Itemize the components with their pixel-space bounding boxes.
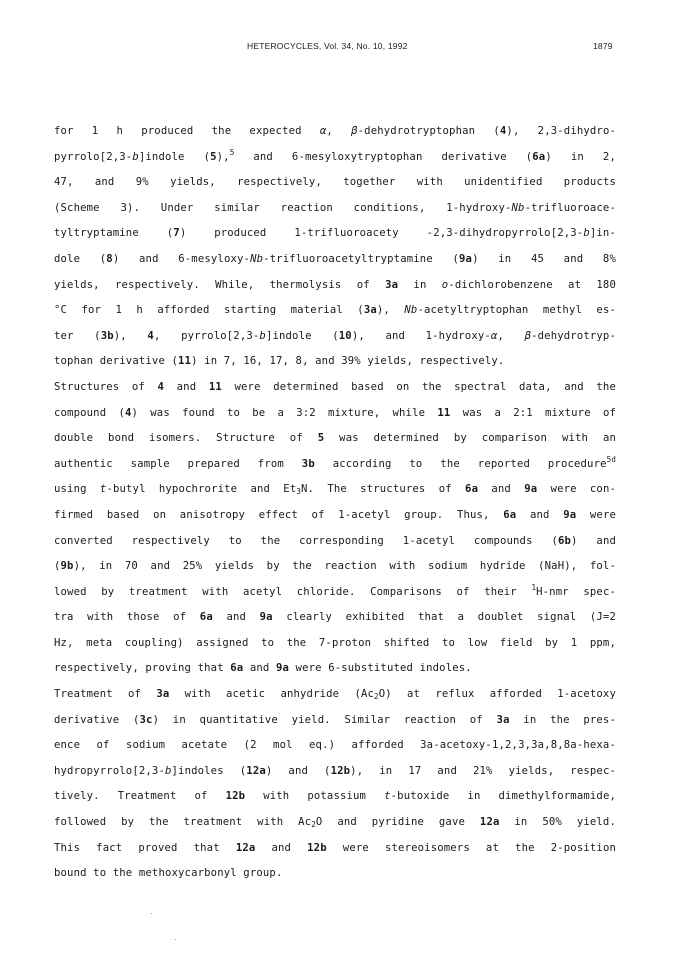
text-line: authentic sample prepared from 3b according to the reported procedure$^{5d}$: [54, 454, 616, 470]
text-line: converted respectively to the corresponding 1-acetyl compounds (6b) and: [54, 534, 616, 547]
text-line: tyltryptamine (7) produced 1-trifluoroacety -2,3-dihydropyrrolo[2,3-b]in-: [54, 227, 616, 240]
text-line: tively. Treatment of 12b with potassium t-butoxide in dimethylformamide,: [54, 790, 616, 803]
page-number: 1879: [593, 41, 613, 51]
article-body: [54, 119, 616, 887]
text-line: tra with those of 6a and 9a clearly exhibited that a doublet signal (J=2: [54, 611, 616, 624]
text-line: for 1 h produced the expected α, β-dehydrotryptophan (4), 2,3-dihydro-: [54, 125, 617, 137]
text-line: °C for 1 h afforded starting material (3a), Nb-acetyltryptophan methyl es-: [54, 304, 616, 317]
text-line: dole (8) and 6-mesyloxy-Nb-trifluoroacetyltryptamine (9a) in 45 and 8%: [54, 252, 616, 265]
scan-speck: [175, 939, 176, 940]
text-line: 47, and 9% yields, respectively, together with unidentified products: [54, 176, 616, 189]
text-line: pyrrolo[2,3-b]indole (5),$^5$ and 6-mesyloxytryptophan derivative (6a) in 2,: [54, 147, 616, 163]
text-line: using t-butyl hypochrorite and $Et_3N$. The structures of 6a and 9a were con-: [54, 483, 617, 497]
text-line: respectively, proving that 6a and 9a were 6-substituted indoles.: [54, 662, 472, 675]
text-line: ence of sodium acetate (2 mol eq.) afforded 3a-acetoxy-1,2,3,3a,8,8a-hexa-: [54, 739, 616, 752]
text-line: yields, respectively. While, thermolysis of 3a in o-dichlorobenzene at 180: [54, 278, 616, 291]
running-header: [0, 41, 688, 55]
text-line: hydropyrrolo[2,3-b]indoles (12a) and (12b), in 17 and 21% yields, respec-: [54, 764, 617, 777]
text-line: lowed by treatment with acetyl chloride. Comparisons of their $^1$H-nmr spec-: [54, 582, 616, 598]
text-line: Hz, meta coupling) assigned to the 7-proton shifted to low field by 1 ppm,: [54, 636, 616, 649]
text-line: Structures of 4 and 11 were determined based on the spectral data, and the: [54, 380, 616, 393]
text-line: firmed based on anisotropy effect of 1-acetyl group. Thus, 6a and 9a were: [54, 508, 617, 521]
text-line: (Scheme 3). Under similar reaction conditions, 1-hydroxy-Nb-trifluoroace-: [54, 201, 616, 214]
text-line: Treatment of 3a with acetic anhydride $(Ac_2O)$ at reflux afforded 1-acetoxy: [54, 688, 616, 702]
journal-citation: HETEROCYCLES, Vol. 34, No. 10, 1992: [247, 41, 408, 51]
text-line: tophan derivative (11) in 7, 16, 17, 8, and 39% yields, respectively.: [54, 355, 505, 368]
text-line: double bond isomers. Structure of 5 was determined by comparison with an: [54, 432, 616, 445]
text-line: compound (4) was found to be a 3:2 mixture, while 11 was a 2:1 mixture of: [54, 406, 617, 419]
text-line: ter (3b), 4, pyrrolo[2,3-b]indole (10), and 1-hydroxy-α, β-dehydrotryp-: [54, 329, 616, 342]
text-line: This fact proved that 12a and 12b were stereoisomers at the 2-position: [54, 841, 616, 854]
text-line: bound to the methoxycarbonyl group.: [54, 867, 283, 880]
text-line: followed by the treatment with $Ac_2O$ and pyridine gave 12a in 50% yield.: [54, 816, 616, 830]
text-line: (9b), in 70 and 25% yields by the reaction with sodium hydride (NaH), fol-: [54, 560, 616, 573]
text-line: derivative (3c) in quantitative yield. Similar reaction of 3a in the pres-: [54, 713, 616, 726]
scan-speck: [151, 913, 152, 914]
